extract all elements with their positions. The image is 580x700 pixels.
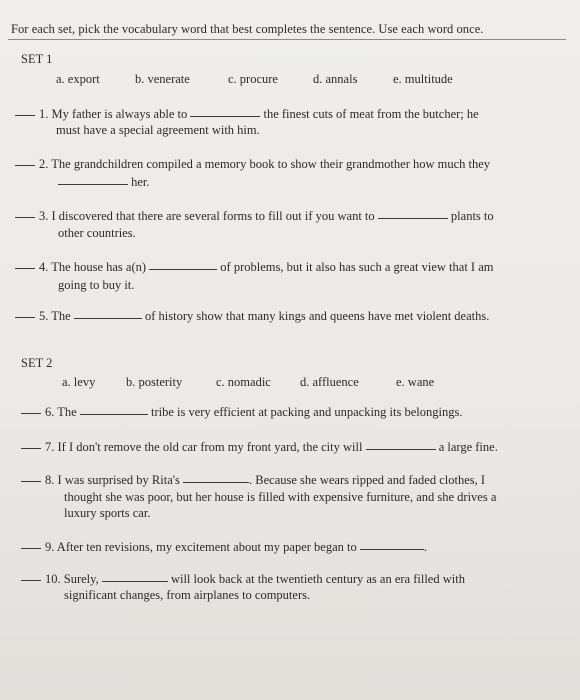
set2-choice-e: e. wane	[396, 375, 435, 389]
question-10-after: will look back at the twentieth century as an era filled with	[170, 572, 465, 586]
question-8-line3: luxury sports car.	[64, 506, 151, 520]
question-4-after: of problems, but it also has such a great view that I am	[220, 260, 494, 274]
question-10-text: 10. Surely,	[45, 572, 99, 586]
question-1-text: 1. My father is always able to	[39, 107, 188, 121]
answer-blank-7[interactable]	[21, 448, 41, 449]
question-1	[15, 107, 479, 121]
question-9-text: 9. After ten revisions, my excitement about my paper began to	[45, 540, 357, 554]
answer-blank-10[interactable]	[21, 580, 41, 581]
question-1-line2: must have a special agreement with him.	[56, 123, 260, 137]
set1-choice-c: c. procure	[228, 72, 278, 86]
question-3-line2: other countries.	[58, 226, 136, 240]
fill-blank-8[interactable]	[183, 482, 249, 483]
question-2	[15, 157, 490, 171]
question-10	[21, 572, 465, 586]
answer-blank-4[interactable]	[15, 268, 35, 269]
answer-blank-3[interactable]	[15, 217, 35, 218]
question-4	[15, 260, 493, 274]
question-5-text: 5. The	[39, 309, 71, 323]
question-2-text: 2. The grandchildren compiled a memory book to show their grandmother how much they	[39, 157, 491, 171]
set1-choice-b: b. venerate	[135, 72, 190, 86]
set2-choice-b: b. posterity	[126, 375, 183, 389]
answer-blank-1[interactable]	[15, 115, 35, 116]
fill-blank-10[interactable]	[102, 581, 168, 582]
set2-choice-a: a. levy	[62, 375, 96, 389]
fill-blank-4[interactable]	[149, 269, 217, 270]
question-3-text: 3. I discovered that there are several forms to fill out if you want to	[39, 209, 375, 223]
fill-blank-7[interactable]	[366, 449, 436, 450]
question-9-after: .	[423, 540, 427, 554]
question-7-after: a large fine.	[438, 440, 498, 454]
question-5-after: of history show that many kings and queens have met violent deaths.	[144, 309, 490, 323]
fill-blank-5[interactable]	[74, 318, 142, 319]
question-2-line2	[58, 175, 150, 190]
fill-blank-3[interactable]	[378, 218, 448, 219]
question-7-text: 7. If I don't remove the old car from my front yard, the city will	[45, 440, 363, 454]
set2-choice-d: d. affluence	[300, 375, 359, 389]
answer-blank-8[interactable]	[21, 481, 41, 482]
question-1-after: the finest cuts of meat from the butcher; he	[263, 107, 479, 121]
question-7	[21, 440, 498, 454]
answer-blank-2[interactable]	[15, 165, 35, 166]
question-6-after: tribe is very efficient at packing and unpacking its belongings.	[150, 405, 463, 419]
set1-choice-a: a. export	[56, 72, 100, 86]
set2-label: SET 2	[21, 356, 53, 370]
question-8-text: 8. I was surprised by Rita's	[45, 473, 180, 487]
answer-blank-9[interactable]	[21, 548, 41, 549]
answer-blank-5[interactable]	[15, 317, 35, 318]
instructions-text: For each set, pick the vocabulary word that best completes the sentence. Use each word once.	[11, 22, 484, 36]
question-10-line2: significant changes, from airplanes to computers.	[64, 588, 311, 602]
fill-blank-1[interactable]	[190, 116, 260, 117]
question-8-line2: thought she was poor, but her house is filled with expensive furniture, and she drives a	[64, 490, 497, 504]
set2-choice-c: c. nomadic	[216, 375, 271, 389]
header-divider	[8, 39, 566, 40]
fill-blank-2[interactable]	[58, 184, 128, 185]
question-4-text: 4. The house has a(n)	[39, 260, 147, 274]
set1-label: SET 1	[21, 52, 53, 66]
set1-choice-e: e. multitude	[393, 72, 453, 86]
question-4-line2: going to buy it.	[58, 278, 135, 292]
question-8	[21, 473, 485, 487]
fill-blank-9[interactable]	[360, 549, 424, 550]
set1-choice-d: d. annals	[313, 72, 358, 86]
question-3-after: plants to	[450, 209, 494, 223]
question-6-text: 6. The	[45, 405, 77, 419]
answer-blank-6[interactable]	[21, 413, 41, 414]
question-9	[21, 540, 427, 554]
question-3	[15, 209, 494, 223]
fill-blank-6[interactable]	[80, 414, 148, 415]
question-8-after: . Because she wears ripped and faded clothes, I	[249, 473, 486, 487]
question-2-after: her.	[131, 175, 150, 189]
question-6	[21, 405, 462, 419]
question-5	[15, 309, 489, 323]
